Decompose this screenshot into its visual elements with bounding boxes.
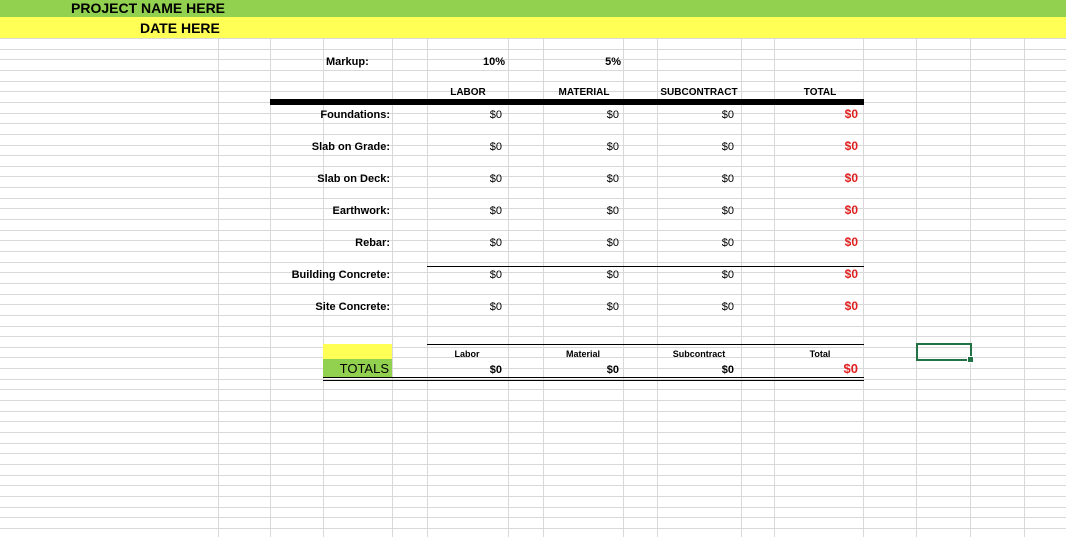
row-label[interactable]: Building Concrete: — [291, 269, 390, 281]
project-date: DATE HERE — [140, 20, 220, 36]
row-material-value[interactable]: $0 — [606, 109, 619, 121]
date-band[interactable] — [0, 17, 1066, 38]
row-total-value[interactable]: $0 — [844, 203, 858, 217]
material-markup-value[interactable]: 5% — [605, 56, 621, 68]
row-label[interactable]: Rebar: — [355, 237, 390, 249]
totals-label: TOTALS — [339, 361, 389, 376]
row-subcontract-value[interactable]: $0 — [721, 237, 734, 249]
totals-total-value[interactable]: $0 — [843, 361, 858, 376]
labor-column-header: LABOR — [450, 87, 486, 98]
row-subcontract-value[interactable]: $0 — [721, 173, 734, 185]
row-subcontract-value[interactable]: $0 — [721, 269, 734, 281]
total-column-header: TOTAL — [803, 87, 837, 98]
totals-double-rule-1 — [323, 377, 864, 378]
row-labor-value[interactable]: $0 — [489, 301, 502, 313]
row-label[interactable]: Site Concrete: — [315, 301, 390, 313]
fill-handle[interactable] — [967, 356, 974, 363]
totals-total-header: Total — [809, 349, 831, 359]
row-total-value[interactable]: $0 — [844, 235, 858, 249]
material-column-header: MATERIAL — [558, 87, 610, 98]
row-labor-value[interactable]: $0 — [489, 269, 502, 281]
project-name: PROJECT NAME HERE — [71, 0, 226, 16]
totals-top-rule — [427, 344, 864, 345]
labor-markup-value[interactable]: 10% — [482, 56, 505, 68]
row-labor-value[interactable]: $0 — [489, 237, 502, 249]
row-labor-value[interactable]: $0 — [489, 109, 502, 121]
totals-material-value[interactable]: $0 — [606, 364, 619, 376]
building-concrete-rule — [427, 266, 864, 267]
row-label[interactable]: Earthwork: — [332, 205, 390, 217]
row-total-value[interactable]: $0 — [844, 107, 858, 121]
totals-subcontract-header: Subcontract — [672, 349, 726, 359]
row-subcontract-value[interactable]: $0 — [721, 205, 734, 217]
totals-labor-value[interactable]: $0 — [489, 364, 502, 376]
row-labor-value[interactable]: $0 — [489, 141, 502, 153]
row-subcontract-value[interactable]: $0 — [721, 301, 734, 313]
totals-material-header: Material — [565, 349, 600, 359]
project-name-band[interactable] — [0, 0, 1066, 17]
row-total-value[interactable]: $0 — [844, 139, 858, 153]
markup-label: Markup: — [326, 56, 369, 68]
header-thick-rule — [270, 99, 864, 105]
totals-double-rule-2 — [323, 380, 864, 381]
row-material-value[interactable]: $0 — [606, 173, 619, 185]
row-labor-value[interactable]: $0 — [489, 205, 502, 217]
row-material-value[interactable]: $0 — [606, 205, 619, 217]
row-subcontract-value[interactable]: $0 — [721, 109, 734, 121]
row-labor-value[interactable]: $0 — [489, 173, 502, 185]
row-label[interactable]: Slab on Deck: — [317, 173, 390, 185]
row-subcontract-value[interactable]: $0 — [721, 141, 734, 153]
subcontract-column-header: SUBCONTRACT — [660, 87, 738, 98]
row-material-value[interactable]: $0 — [606, 269, 619, 281]
row-label[interactable]: Foundations: — [320, 109, 390, 121]
totals-subcontract-value[interactable]: $0 — [721, 364, 734, 376]
row-total-value[interactable]: $0 — [844, 171, 858, 185]
row-material-value[interactable]: $0 — [606, 237, 619, 249]
row-material-value[interactable]: $0 — [606, 301, 619, 313]
row-total-value[interactable]: $0 — [844, 267, 858, 281]
row-material-value[interactable]: $0 — [606, 141, 619, 153]
totals-yellow-cell[interactable] — [323, 344, 392, 359]
row-total-value[interactable]: $0 — [844, 299, 858, 313]
active-cell-selection[interactable] — [916, 343, 972, 361]
row-label[interactable]: Slab on Grade: — [311, 141, 390, 153]
totals-labor-header: Labor — [454, 349, 480, 359]
